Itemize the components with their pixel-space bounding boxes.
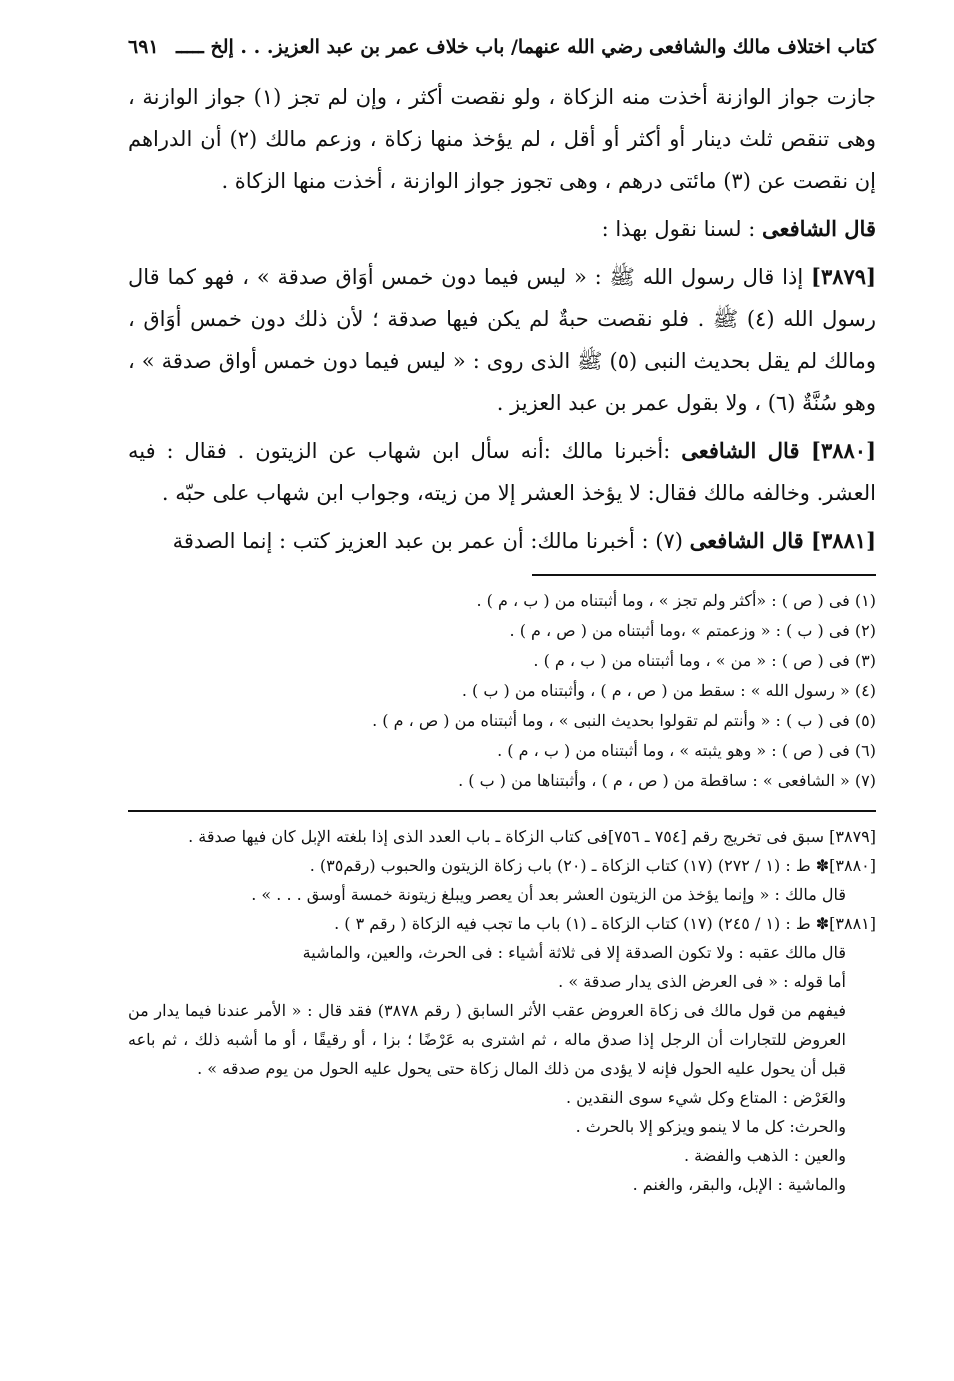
takhrij-line: والماشية : الإبل، والبقر، والغنم .: [632, 1175, 846, 1194]
takhrij-line: والعين : الذهب والفضة .: [683, 1146, 846, 1165]
takhrij-line: والحرث: كل ما لا ينمو ويزكو إلا بالحرث .: [575, 1117, 846, 1136]
paragraph-lead: [٣٨٧٩]: [811, 264, 876, 289]
takhrij-line: [٣٨٨١]✽ ط : (١ / ٢٤٥) (١٧) كتاب الزكاة ـ (١) باب ما تجب فيه الزكاة ( رقم ٣ ) .: [334, 914, 876, 933]
footnote: (٥) فى ( ب ) : « وأنتم لم تقولوا بحديث النبى » ، وما أثبتناه من ( ص ، م ) .: [372, 711, 876, 730]
footnotes: [128, 586, 876, 796]
header-title: كتاب اختلاف مالك والشافعى رضي الله عنهما/ باب خلاف عمر بن عبد العزيز. . . إلخ ـــــ: [176, 36, 876, 58]
footnote: (٣) فى ( ص ) : « من » ، وما أثبتناه من ( ب ، م ) .: [533, 651, 876, 670]
paragraph-lead: [٣٨٨١] قال الشافعى: [689, 528, 876, 553]
paragraph: [128, 76, 876, 202]
takhrij-line: [٣٨٧٩] سبق فى تخريج رقم [٧٥٤ ـ ٧٥٦]فى كتاب الزكاة ـ باب العدد الذى إذا بلغته الإبل كان فيها صدقة .: [188, 827, 876, 846]
paragraph: [128, 208, 876, 250]
page-number: ٦٩١: [128, 36, 159, 58]
paragraph-lead: [٣٨٨٠] قال الشافعى: [681, 438, 876, 463]
paragraph-text: إذا قال رسول الله ﷺ : « ليس فيما دون خمس أوَاق صدقة » ، فهو كما قال رسول الله (٤) ﷺ . فلو نقصت حبةٌ لم يكن فيها صدقة ؛ لأن ذلك دون خمس أوَاق ، ومالك لم يقل بحديث النبى (٥) ﷺ الذى روى : « ليس فيما دون خمس أواق صدقة » ، وهو سُنَّةٌ (٦) ، ولا بقول عمر بن عبد العزيز .: [128, 265, 877, 415]
paragraph: [128, 256, 876, 424]
main-text: [128, 76, 876, 562]
takhrij-line: قال مالك عقبه : ولا تكون الصدقة إلا فى ثلاثة أشياء : فى الحرث، والعين، والماشية: [302, 943, 846, 962]
footnote: (٢) فى ( ب ) : « وزعمتم » ،وما أثبتناه من ( ص ، م ) .: [509, 621, 876, 640]
footnote: (٧) « الشافعى » : ساقطة من ( ص ، م ) ، وأثبتناها من ( ب ) .: [458, 771, 876, 790]
takhrij-notes: [128, 822, 876, 1199]
paragraph-text: : لسنا نقول بهذا :: [601, 217, 762, 241]
takhrij-divider: [128, 810, 876, 812]
takhrij-line: [٣٨٨٠]✽ ط : (١ / ٢٧٢) (١٧) كتاب الزكاة ـ (٢٠) باب زكاة الزيتون والحبوب (رقم٣٥) .: [309, 856, 876, 875]
footnote: (٦) فى ( ص ) : « وهو يثبته » ، وما أثبتناه من ( ب ، م ) .: [497, 741, 876, 760]
paragraph-lead: قال الشافعى: [761, 216, 876, 241]
paragraph-text: (٧) : أخبرنا مالك: أن عمر بن عبد العزيز كتب : إنما الصدقة: [172, 529, 690, 553]
paragraph-text: :أخبرنا مالك :أنه سأل ابن شهاب عن الزيتون . فقال : فيه العشر. وخالفه مالك فقال: لا يؤخذ العشر إلا من زيته، وجواب ابن شهاب على حبّه .: [128, 439, 876, 505]
footnote-divider: [532, 574, 876, 576]
takhrij-line: أما قوله : « فى العرض الذى يدار صدقة » .: [558, 972, 846, 991]
paragraph: [128, 520, 876, 562]
paragraph-text: جازت جواز الوازنة أخذت منه الزكاة ، ولو نقصت أكثر ، وإن لم تجز (١) جواز الوازنة ، وهى تنقص ثلث دينار أو أكثر أو أقل ، لم يؤخذ منها زكاة ، وزعم مالك (٢) أن الدراهم إن نقصت عن (٣) مائتى درهم ، وهى تجوز جواز الوازنة ، أخذت منها الزكاة .: [128, 85, 876, 193]
page: [128, 36, 876, 1199]
takhrij-line: فيفهم من قول مالك فى زكاة العروض عقب الأثر السابق ( رقم ٣٨٧٨) فقد قال : « الأمر عندنا فيما يدار من العروض للتجارات أن الرجل إذا صدق ماله ، ثم اشترى به عَرْضًا ؛ بزا ، أو رقيقًا ، أو ما أشبه ذلك ، ثم باعه قبل أن يحول عليه الحول فإنه لا يؤدى من ذلك المال زكاة حتى يحول عليه الحول من يوم صدقه » .: [128, 1001, 846, 1078]
takhrij-line: والعَرْض : المتاع وكل شيء سوى النقدين .: [565, 1088, 846, 1107]
running-header: [128, 36, 876, 76]
takhrij-line: قال مالك : « وإنما يؤخذ من الزيتون العشر بعد أن يعصر ويبلغ زيتونة خمسة أوسق . . . » .: [251, 885, 846, 904]
footnote: (٤) « رسول الله » : سقط من ( ص ، م ) ، وأثبتناه من ( ب ) .: [461, 681, 876, 700]
footnote: (١) فى ( ص ) : «أكثر ولم تجز » ، وما أثبتناه من ( ب ، م ) .: [476, 591, 876, 610]
paragraph: [128, 430, 876, 514]
